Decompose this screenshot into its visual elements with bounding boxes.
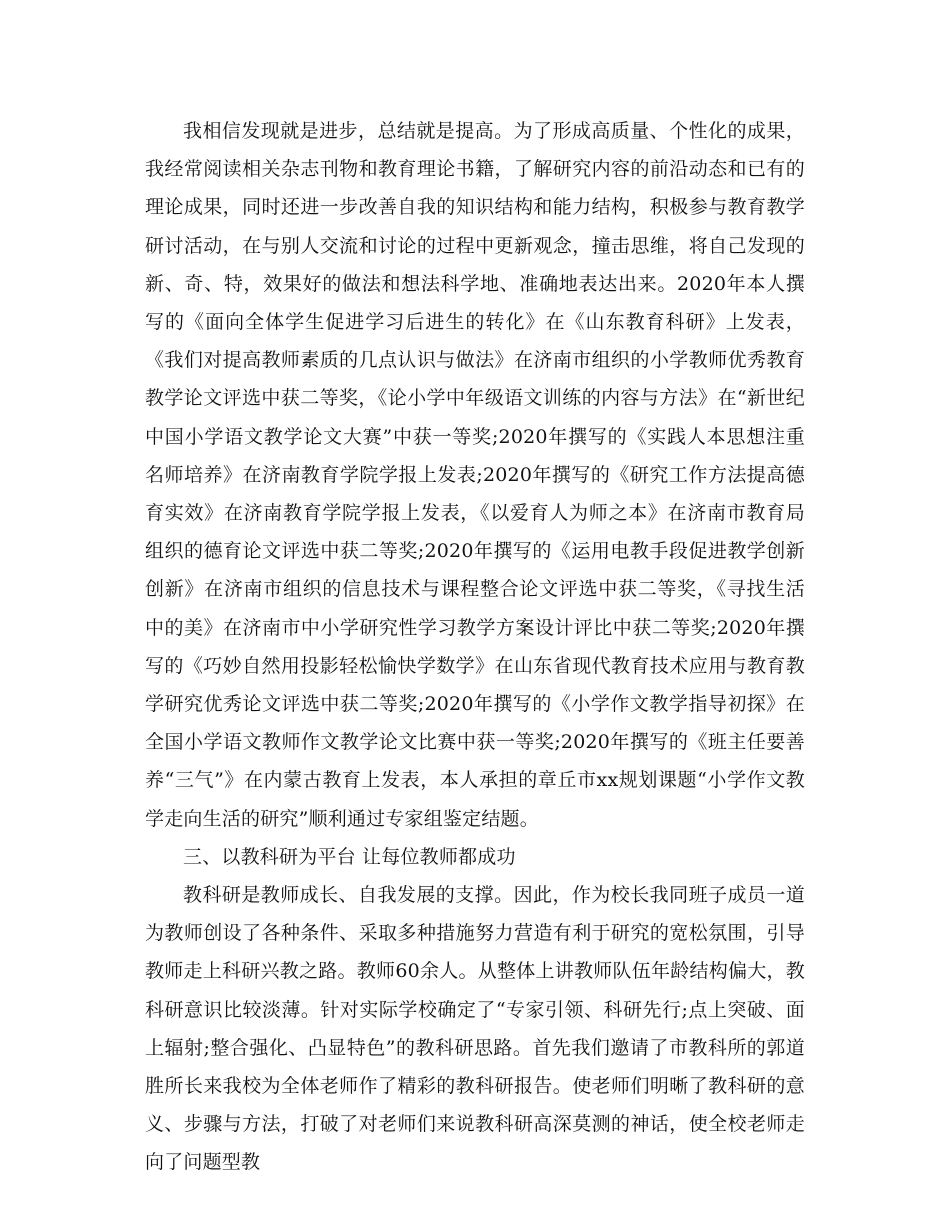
section-heading: 三、以教科研为平台 让每位教师都成功 bbox=[183, 845, 516, 868]
paragraph-teaching-research: 教科研是教师成长、自我发展的支撑。因此，作为校长我同班子成员一道为教师创设了各种条件、采取多种措施努力营造有利于研究的宽松氛围，引导教师走上科研兴教之路。教师60余人。从整体上讲教师队伍年龄结构偏大，教科研意识比较淡薄。针对实际学校确定了“专家引领、科研先行;点上突破、面上辐射;整合强化、凸显特色”的教科研思路。首先我们邀请了市教科所的郭道胜所长来我校为全体老师作了精彩的教科研报告。使老师们明晰了教科研的意义、步骤与方法，打破了对老师们来说教科研高深莫测的神话，使全校老师走向了问题型教 bbox=[145, 884, 805, 1174]
document-body bbox=[145, 112, 805, 1182]
paragraph-research-achievements: 我相信发现就是进步，总结就是提高。为了形成高质量、个性化的成果，我经常阅读相关杂志刊物和教育理论书籍，了解研究内容的前沿动态和已有的理论成果，同时还进一步改善自我的知识结构和能力结构，积极参与教育教学研讨活动，在与别人交流和讨论的过程中更新观念，撞击思维，将自己发现的新、奇、特，效果好的做法和想法科学地、准确地表达出来。2020年本人撰写的《面向全体学生促进学习后进生的转化》在《山东教育科研》上发表，《我们对提高教师素质的几点认识与做法》在济南市组织的小学教师优秀教育教学论文评选中获二等奖，《论小学中年级语文训练的内容与方法》在“新世纪中国小学语文教学论文大赛”中获一等奖;2020年撰写的《实践人本思想注重名师培养》在济南教育学院学报上发表;2020年撰写的《研究工作方法提高德育实效》在济南教育学院学报上发表，《以爱育人为师之本》在济南市教育局组织的德育论文评选中获二等奖;2020年撰写的《运用电教手段促进教学创新创新》在济南市组织的信息技术与课程整合论文评选中获二等奖，《寻找生活中的美》在济南市中小学研究性学习教学方案设计评比中获二等奖;2020年撰写的《巧妙自然用投影轻松愉快学数学》在山东省现代教育技术应用与教育教学研究优秀论文评选中获二等奖;2020年撰写的《小学作文教学指导初探》在全国小学语文教师作文教学论文比赛中获一等奖;2020年撰写的《班主任要善养“三气”》在内蒙古教育上发表，本人承担的章丘市xx规划课题“小学作文教学走向生活的研究”顺利通过专家组鉴定结题。 bbox=[145, 120, 805, 830]
